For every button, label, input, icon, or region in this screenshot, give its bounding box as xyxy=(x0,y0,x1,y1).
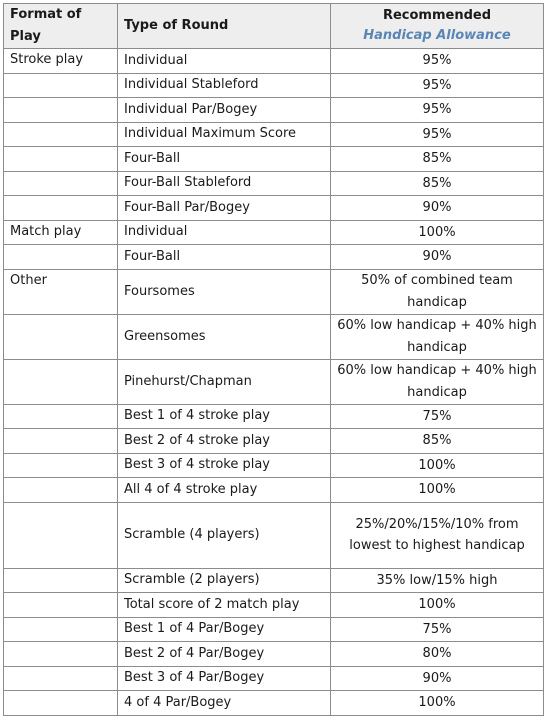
allowance-cell: 95% xyxy=(331,49,544,74)
table-row xyxy=(4,404,544,429)
table-row xyxy=(4,314,544,359)
type-cell: Best 1 of 4 stroke play xyxy=(118,404,331,429)
type-cell: Best 1 of 4 Par/Bogey xyxy=(118,617,331,642)
allowance-cell: 100% xyxy=(331,220,544,245)
header-type: Type of Round xyxy=(118,4,331,49)
type-cell: Total score of 2 match play xyxy=(118,593,331,618)
type-cell: Individual xyxy=(118,220,331,245)
format-cell xyxy=(4,359,118,404)
table-row xyxy=(4,220,544,245)
allowance-cell: 95% xyxy=(331,73,544,98)
allowance-cell: 100% xyxy=(331,593,544,618)
format-cell xyxy=(4,691,118,716)
format-cell xyxy=(4,171,118,196)
table-row xyxy=(4,642,544,667)
format-cell xyxy=(4,245,118,270)
allowance-cell: 90% xyxy=(331,196,544,221)
table-row xyxy=(4,429,544,454)
table-row xyxy=(4,593,544,618)
table-row xyxy=(4,617,544,642)
allowance-cell: 90% xyxy=(331,666,544,691)
allowance-cell: 95% xyxy=(331,98,544,123)
format-cell xyxy=(4,147,118,172)
type-cell: 4 of 4 Par/Bogey xyxy=(118,691,331,716)
type-cell: Four-Ball xyxy=(118,245,331,270)
header-format: Format of Play xyxy=(4,4,118,49)
table-row xyxy=(4,359,544,404)
allowance-cell: 90% xyxy=(331,245,544,270)
type-cell: Best 3 of 4 Par/Bogey xyxy=(118,666,331,691)
table-row xyxy=(4,568,544,593)
allowance-cell: 100% xyxy=(331,453,544,478)
format-cell xyxy=(4,404,118,429)
format-cell xyxy=(4,453,118,478)
format-cell xyxy=(4,568,118,593)
type-cell: Scramble (4 players) xyxy=(118,502,331,568)
table-row xyxy=(4,453,544,478)
type-cell: Four-Ball Stableford xyxy=(118,171,331,196)
header-recommended xyxy=(331,4,544,49)
table-row xyxy=(4,98,544,123)
format-cell xyxy=(4,642,118,667)
format-cell: Match play xyxy=(4,220,118,245)
format-cell xyxy=(4,122,118,147)
allowance-cell: 35% low/15% high xyxy=(331,568,544,593)
allowance-cell: 25%/20%/15%/10% from lowest to highest handicap xyxy=(331,502,544,568)
format-cell xyxy=(4,666,118,691)
table-row xyxy=(4,245,544,270)
type-cell: Four-Ball xyxy=(118,147,331,172)
allowance-cell: 60% low handicap + 40% high handicap xyxy=(331,359,544,404)
table-row xyxy=(4,122,544,147)
table-body xyxy=(4,49,544,716)
table-row xyxy=(4,171,544,196)
format-cell xyxy=(4,617,118,642)
type-cell: Best 2 of 4 stroke play xyxy=(118,429,331,454)
format-cell: Stroke play xyxy=(4,49,118,74)
type-cell: Individual xyxy=(118,49,331,74)
handicap-allowance-table xyxy=(3,3,544,716)
type-cell: Foursomes xyxy=(118,269,331,314)
format-cell xyxy=(4,73,118,98)
table-row xyxy=(4,502,544,568)
allowance-cell: 75% xyxy=(331,404,544,429)
allowance-cell: 100% xyxy=(331,691,544,716)
type-cell: Scramble (2 players) xyxy=(118,568,331,593)
format-cell xyxy=(4,593,118,618)
type-cell: Individual Stableford xyxy=(118,73,331,98)
header-allowance-label: Handicap Allowance xyxy=(363,28,511,43)
allowance-cell: 85% xyxy=(331,429,544,454)
format-cell xyxy=(4,502,118,568)
format-cell xyxy=(4,478,118,503)
table-row xyxy=(4,691,544,716)
format-cell xyxy=(4,98,118,123)
allowance-cell: 60% low handicap + 40% high handicap xyxy=(331,314,544,359)
allowance-cell: 85% xyxy=(331,147,544,172)
table-row xyxy=(4,269,544,314)
type-cell: Best 3 of 4 stroke play xyxy=(118,453,331,478)
table-row xyxy=(4,49,544,74)
allowance-cell: 95% xyxy=(331,122,544,147)
format-cell: Other xyxy=(4,269,118,314)
format-cell xyxy=(4,196,118,221)
table-row xyxy=(4,73,544,98)
allowance-cell: 75% xyxy=(331,617,544,642)
format-cell xyxy=(4,314,118,359)
allowance-cell: 80% xyxy=(331,642,544,667)
allowance-cell: 100% xyxy=(331,478,544,503)
type-cell: Greensomes xyxy=(118,314,331,359)
table-row xyxy=(4,196,544,221)
header-recommended-label: Recommended xyxy=(382,8,492,23)
table-row xyxy=(4,147,544,172)
allowance-cell: 50% of combined team handicap xyxy=(331,269,544,314)
type-cell: Pinehurst/Chapman xyxy=(118,359,331,404)
type-cell: Best 2 of 4 Par/Bogey xyxy=(118,642,331,667)
allowance-cell: 85% xyxy=(331,171,544,196)
type-cell: All 4 of 4 stroke play xyxy=(118,478,331,503)
type-cell: Individual Maximum Score xyxy=(118,122,331,147)
header-row xyxy=(4,4,544,49)
type-cell: Individual Par/Bogey xyxy=(118,98,331,123)
table-row xyxy=(4,478,544,503)
table-row xyxy=(4,666,544,691)
type-cell: Four-Ball Par/Bogey xyxy=(118,196,331,221)
format-cell xyxy=(4,429,118,454)
